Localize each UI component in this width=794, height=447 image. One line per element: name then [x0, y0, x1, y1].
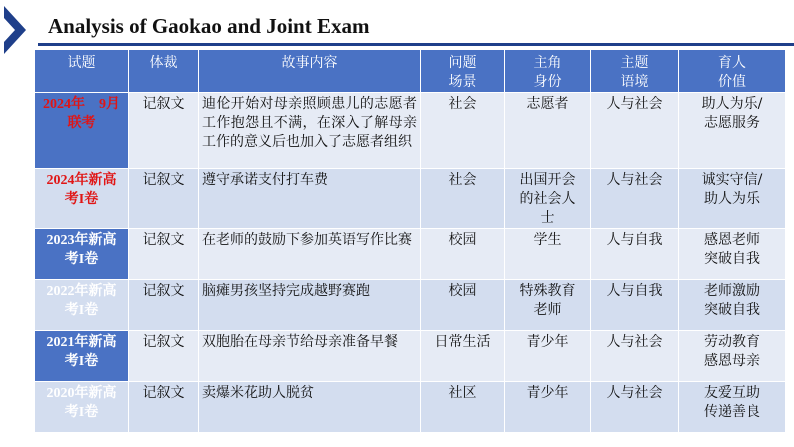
header-scene: 问题 场景: [421, 50, 505, 93]
scene-cell: 日常生活: [421, 331, 505, 382]
genre-cell: 记叙文: [129, 229, 199, 280]
table-row: [35, 382, 786, 433]
story-cell: 迪伦开始对母亲照顾患儿的志愿者工作抱怨且不满，在深入了解母亲工作的意义后也加入了志愿者组织: [199, 93, 421, 169]
scene-cell: 社会: [421, 93, 505, 169]
exam-cell: 2020年新高 考I卷: [35, 382, 129, 433]
table-row: [35, 93, 786, 169]
theme-cell: 人与自我: [591, 280, 679, 331]
scene-cell: 社会: [421, 169, 505, 229]
role-cell: 青少年: [505, 331, 591, 382]
story-cell: 双胞胎在母亲节给母亲准备早餐: [199, 331, 421, 382]
genre-cell: 记叙文: [129, 382, 199, 433]
table-row: [35, 169, 786, 229]
chevron-arrow-icon: [0, 4, 30, 56]
exam-cell: 2024年 9月 联考: [35, 93, 129, 169]
table-row: [35, 331, 786, 382]
role-cell: 特殊教育 老师: [505, 280, 591, 331]
theme-cell: 人与自我: [591, 229, 679, 280]
header-theme: 主题 语境: [591, 50, 679, 93]
value-cell: 老师激励 突破自我: [679, 280, 786, 331]
value-cell: 感恩老师 突破自我: [679, 229, 786, 280]
genre-cell: 记叙文: [129, 280, 199, 331]
header-exam: 试题: [35, 50, 129, 93]
theme-cell: 人与社会: [591, 331, 679, 382]
genre-cell: 记叙文: [129, 93, 199, 169]
scene-cell: 社区: [421, 382, 505, 433]
story-cell: 脑瘫男孩坚持完成越野赛跑: [199, 280, 421, 331]
exam-cell: 2023年新高 考I卷: [35, 229, 129, 280]
exam-cell: 2024年新高 考I卷: [35, 169, 129, 229]
scene-cell: 校园: [421, 229, 505, 280]
role-cell: 青少年: [505, 382, 591, 433]
story-cell: 在老师的鼓励下参加英语写作比赛: [199, 229, 421, 280]
role-cell: 出国开会 的社会人 士: [505, 169, 591, 229]
exam-cell: 2021年新高 考I卷: [35, 331, 129, 382]
role-cell: 学生: [505, 229, 591, 280]
title-underline: [38, 43, 794, 46]
table-header-row: [35, 50, 786, 93]
theme-cell: 人与社会: [591, 93, 679, 169]
value-cell: 诚实守信/ 助人为乐: [679, 169, 786, 229]
table-row: [35, 229, 786, 280]
header-value: 育人 价值: [679, 50, 786, 93]
header-genre: 体裁: [129, 50, 199, 93]
scene-cell: 校园: [421, 280, 505, 331]
header-story: 故事内容: [199, 50, 421, 93]
story-cell: 遵守承诺支付打车费: [199, 169, 421, 229]
story-cell: 卖爆米花助人脱贫: [199, 382, 421, 433]
genre-cell: 记叙文: [129, 331, 199, 382]
table-row: [35, 280, 786, 331]
exam-analysis-table: [34, 49, 786, 433]
exam-cell: 2022年新高 考I卷: [35, 280, 129, 331]
theme-cell: 人与社会: [591, 382, 679, 433]
theme-cell: 人与社会: [591, 169, 679, 229]
header-role: 主角 身份: [505, 50, 591, 93]
page-title: Analysis of Gaokao and Joint Exam: [48, 14, 370, 38]
role-cell: 志愿者: [505, 93, 591, 169]
value-cell: 友爱互助 传递善良: [679, 382, 786, 433]
genre-cell: 记叙文: [129, 169, 199, 229]
value-cell: 劳动教育 感恩母亲: [679, 331, 786, 382]
value-cell: 助人为乐/ 志愿服务: [679, 93, 786, 169]
